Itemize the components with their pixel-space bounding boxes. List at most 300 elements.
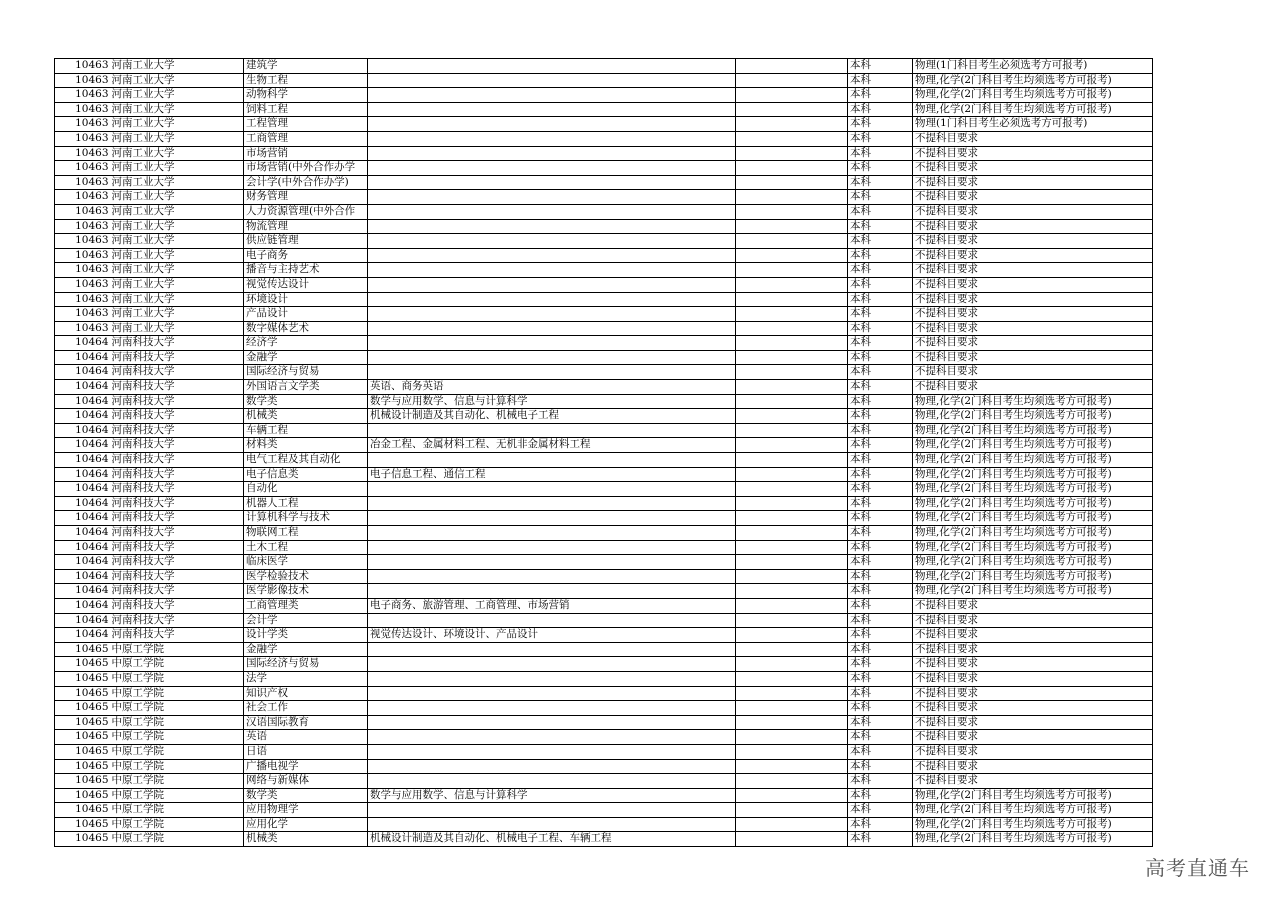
blank-cell [736, 584, 848, 599]
school-name-cell: 河南工业大学 [110, 161, 244, 176]
school-name-cell: 河南科技大学 [110, 584, 244, 599]
school-name-cell: 河南科技大学 [110, 336, 244, 351]
table-row [55, 277, 1153, 292]
major-cell: 国际经济与贸易 [244, 365, 368, 380]
school-name-cell: 河南科技大学 [110, 526, 244, 541]
level-cell: 本科 [848, 686, 913, 701]
blank-cell [736, 657, 848, 672]
school-code-cell: 10463 [55, 277, 110, 292]
major-cell: 车辆工程 [244, 423, 368, 438]
included-majors-cell [368, 59, 736, 74]
blank-cell [736, 526, 848, 541]
table-row [55, 350, 1153, 365]
subject-requirement-cell: 物理,化学(2门科目考生均须选考方可报考) [913, 88, 1153, 103]
school-code-cell: 10464 [55, 394, 110, 409]
level-cell: 本科 [848, 569, 913, 584]
blank-cell [736, 131, 848, 146]
school-code-cell: 10463 [55, 307, 110, 322]
blank-cell [736, 759, 848, 774]
major-cell: 外国语言文学类 [244, 380, 368, 395]
school-code-cell: 10465 [55, 715, 110, 730]
school-code-cell: 10465 [55, 803, 110, 818]
level-cell: 本科 [848, 803, 913, 818]
major-cell: 计算机科学与技术 [244, 511, 368, 526]
major-cell: 财务管理 [244, 190, 368, 205]
table-row [55, 671, 1153, 686]
major-cell: 电气工程及其自动化 [244, 453, 368, 468]
level-cell: 本科 [848, 263, 913, 278]
school-code-cell: 10465 [55, 759, 110, 774]
school-code-cell: 10464 [55, 423, 110, 438]
subject-requirement-cell: 不提科目要求 [913, 744, 1153, 759]
school-name-cell: 河南工业大学 [110, 146, 244, 161]
blank-cell [736, 175, 848, 190]
school-name-cell: 中原工学院 [110, 817, 244, 832]
major-cell: 机器人工程 [244, 496, 368, 511]
table-row [55, 788, 1153, 803]
subject-requirement-cell: 物理,化学(2门科目考生均须选考方可报考) [913, 788, 1153, 803]
school-name-cell: 河南科技大学 [110, 380, 244, 395]
school-name-cell: 河南工业大学 [110, 59, 244, 74]
level-cell: 本科 [848, 59, 913, 74]
blank-cell [736, 628, 848, 643]
table-row [55, 161, 1153, 176]
school-name-cell: 中原工学院 [110, 803, 244, 818]
level-cell: 本科 [848, 759, 913, 774]
major-cell: 数学类 [244, 788, 368, 803]
subject-requirement-cell: 不提科目要求 [913, 336, 1153, 351]
included-majors-cell [368, 657, 736, 672]
table-row [55, 730, 1153, 745]
subject-requirement-cell: 物理,化学(2门科目考生均须选考方可报考) [913, 584, 1153, 599]
blank-cell [736, 88, 848, 103]
subject-requirement-cell: 不提科目要求 [913, 380, 1153, 395]
level-cell: 本科 [848, 788, 913, 803]
subject-requirement-cell: 不提科目要求 [913, 131, 1153, 146]
major-cell: 动物科学 [244, 88, 368, 103]
level-cell: 本科 [848, 438, 913, 453]
school-name-cell: 中原工学院 [110, 774, 244, 789]
included-majors-cell [368, 321, 736, 336]
table-row [55, 467, 1153, 482]
included-majors-cell [368, 453, 736, 468]
major-cell: 数学类 [244, 394, 368, 409]
blank-cell [736, 803, 848, 818]
blank-cell [736, 482, 848, 497]
school-code-cell: 10464 [55, 350, 110, 365]
admission-requirements-table [54, 58, 1153, 847]
school-code-cell: 10465 [55, 744, 110, 759]
included-majors-cell: 冶金工程、金属材料工程、无机非金属材料工程 [368, 438, 736, 453]
school-name-cell: 河南科技大学 [110, 613, 244, 628]
major-cell: 经济学 [244, 336, 368, 351]
school-code-cell: 10464 [55, 584, 110, 599]
subject-requirement-cell: 不提科目要求 [913, 365, 1153, 380]
school-code-cell: 10464 [55, 409, 110, 424]
school-name-cell: 河南工业大学 [110, 219, 244, 234]
included-majors-cell [368, 365, 736, 380]
school-name-cell: 河南工业大学 [110, 117, 244, 132]
school-name-cell: 河南科技大学 [110, 598, 244, 613]
level-cell: 本科 [848, 204, 913, 219]
major-cell: 设计学类 [244, 628, 368, 643]
school-name-cell: 河南科技大学 [110, 438, 244, 453]
school-name-cell: 中原工学院 [110, 657, 244, 672]
included-majors-cell: 电子商务、旅游管理、工商管理、市场营销 [368, 598, 736, 613]
blank-cell [736, 496, 848, 511]
major-cell: 会计学(中外合作办学) [244, 175, 368, 190]
school-name-cell: 中原工学院 [110, 642, 244, 657]
blank-cell [736, 540, 848, 555]
school-code-cell: 10465 [55, 774, 110, 789]
table-row [55, 307, 1153, 322]
level-cell: 本科 [848, 540, 913, 555]
major-cell: 应用物理学 [244, 803, 368, 818]
school-code-cell: 10465 [55, 671, 110, 686]
school-code-cell: 10464 [55, 336, 110, 351]
subject-requirement-cell: 物理,化学(2门科目考生均须选考方可报考) [913, 832, 1153, 847]
school-name-cell: 河南工业大学 [110, 131, 244, 146]
included-majors-cell [368, 263, 736, 278]
subject-requirement-cell: 不提科目要求 [913, 248, 1153, 263]
blank-cell [736, 263, 848, 278]
school-name-cell: 河南科技大学 [110, 511, 244, 526]
table-row [55, 657, 1153, 672]
school-code-cell: 10463 [55, 131, 110, 146]
included-majors-cell [368, 73, 736, 88]
included-majors-cell [368, 102, 736, 117]
blank-cell [736, 234, 848, 249]
school-code-cell: 10464 [55, 628, 110, 643]
level-cell: 本科 [848, 336, 913, 351]
school-name-cell: 河南工业大学 [110, 277, 244, 292]
table-row [55, 584, 1153, 599]
school-code-cell: 10463 [55, 146, 110, 161]
level-cell: 本科 [848, 277, 913, 292]
table-row [55, 190, 1153, 205]
school-name-cell: 河南工业大学 [110, 307, 244, 322]
subject-requirement-cell: 不提科目要求 [913, 292, 1153, 307]
subject-requirement-cell: 不提科目要求 [913, 175, 1153, 190]
table-row [55, 613, 1153, 628]
major-cell: 环境设计 [244, 292, 368, 307]
level-cell: 本科 [848, 628, 913, 643]
subject-requirement-cell: 物理,化学(2门科目考生均须选考方可报考) [913, 453, 1153, 468]
school-code-cell: 10463 [55, 248, 110, 263]
table-row [55, 175, 1153, 190]
table-row [55, 511, 1153, 526]
level-cell: 本科 [848, 131, 913, 146]
level-cell: 本科 [848, 730, 913, 745]
major-cell: 广播电视学 [244, 759, 368, 774]
school-code-cell: 10465 [55, 657, 110, 672]
school-name-cell: 河南科技大学 [110, 394, 244, 409]
included-majors-cell [368, 292, 736, 307]
major-cell: 饲料工程 [244, 102, 368, 117]
included-majors-cell [368, 613, 736, 628]
subject-requirement-cell: 不提科目要求 [913, 642, 1153, 657]
blank-cell [736, 671, 848, 686]
table-row [55, 701, 1153, 716]
level-cell: 本科 [848, 715, 913, 730]
included-majors-cell [368, 511, 736, 526]
blank-cell [736, 190, 848, 205]
included-majors-cell [368, 642, 736, 657]
subject-requirement-cell: 物理,化学(2门科目考生均须选考方可报考) [913, 526, 1153, 541]
table-row [55, 526, 1153, 541]
school-name-cell: 河南工业大学 [110, 263, 244, 278]
school-code-cell: 10463 [55, 102, 110, 117]
blank-cell [736, 788, 848, 803]
subject-requirement-cell: 不提科目要求 [913, 146, 1153, 161]
table-row [55, 555, 1153, 570]
table-row [55, 88, 1153, 103]
subject-requirement-cell: 不提科目要求 [913, 671, 1153, 686]
school-name-cell: 河南工业大学 [110, 292, 244, 307]
level-cell: 本科 [848, 657, 913, 672]
included-majors-cell [368, 569, 736, 584]
blank-cell [736, 380, 848, 395]
school-name-cell: 河南工业大学 [110, 190, 244, 205]
level-cell: 本科 [848, 146, 913, 161]
level-cell: 本科 [848, 423, 913, 438]
subject-requirement-cell: 物理,化学(2门科目考生均须选考方可报考) [913, 467, 1153, 482]
included-majors-cell [368, 350, 736, 365]
blank-cell [736, 248, 848, 263]
blank-cell [736, 569, 848, 584]
table-row [55, 409, 1153, 424]
blank-cell [736, 307, 848, 322]
level-cell: 本科 [848, 175, 913, 190]
level-cell: 本科 [848, 234, 913, 249]
blank-cell [736, 453, 848, 468]
level-cell: 本科 [848, 380, 913, 395]
major-cell: 应用化学 [244, 817, 368, 832]
school-code-cell: 10464 [55, 496, 110, 511]
school-name-cell: 河南工业大学 [110, 175, 244, 190]
subject-requirement-cell: 不提科目要求 [913, 219, 1153, 234]
table-row [55, 628, 1153, 643]
subject-requirement-cell: 不提科目要求 [913, 613, 1153, 628]
table-row [55, 234, 1153, 249]
blank-cell [736, 102, 848, 117]
school-name-cell: 中原工学院 [110, 671, 244, 686]
subject-requirement-cell: 不提科目要求 [913, 307, 1153, 322]
table-row [55, 774, 1153, 789]
blank-cell [736, 642, 848, 657]
subject-requirement-cell: 物理,化学(2门科目考生均须选考方可报考) [913, 409, 1153, 424]
subject-requirement-cell: 物理(1门科目考生必须选考方可报考) [913, 117, 1153, 132]
included-majors-cell: 视觉传达设计、环境设计、产品设计 [368, 628, 736, 643]
included-majors-cell [368, 774, 736, 789]
level-cell: 本科 [848, 584, 913, 599]
school-code-cell: 10465 [55, 730, 110, 745]
subject-requirement-cell: 不提科目要求 [913, 774, 1153, 789]
included-majors-cell [368, 730, 736, 745]
school-name-cell: 河南工业大学 [110, 248, 244, 263]
school-code-cell: 10463 [55, 263, 110, 278]
table-row [55, 131, 1153, 146]
major-cell: 建筑学 [244, 59, 368, 74]
blank-cell [736, 715, 848, 730]
school-code-cell: 10464 [55, 555, 110, 570]
table-row [55, 453, 1153, 468]
major-cell: 数字媒体艺术 [244, 321, 368, 336]
school-name-cell: 河南科技大学 [110, 467, 244, 482]
table-row [55, 715, 1153, 730]
level-cell: 本科 [848, 642, 913, 657]
school-code-cell: 10463 [55, 88, 110, 103]
table-row [55, 832, 1153, 847]
blank-cell [736, 59, 848, 74]
blank-cell [736, 817, 848, 832]
major-cell: 物联网工程 [244, 526, 368, 541]
included-majors-cell [368, 526, 736, 541]
school-name-cell: 河南工业大学 [110, 102, 244, 117]
school-name-cell: 河南工业大学 [110, 73, 244, 88]
major-cell: 电子商务 [244, 248, 368, 263]
included-majors-cell [368, 701, 736, 716]
major-cell: 社会工作 [244, 701, 368, 716]
school-name-cell: 河南工业大学 [110, 88, 244, 103]
major-cell: 英语 [244, 730, 368, 745]
level-cell: 本科 [848, 117, 913, 132]
level-cell: 本科 [848, 307, 913, 322]
school-name-cell: 中原工学院 [110, 686, 244, 701]
blank-cell [736, 277, 848, 292]
school-code-cell: 10464 [55, 453, 110, 468]
blank-cell [736, 730, 848, 745]
subject-requirement-cell: 物理,化学(2门科目考生均须选考方可报考) [913, 569, 1153, 584]
table-row [55, 117, 1153, 132]
school-code-cell: 10464 [55, 380, 110, 395]
included-majors-cell: 数学与应用数学、信息与计算科学 [368, 788, 736, 803]
included-majors-cell [368, 671, 736, 686]
included-majors-cell [368, 336, 736, 351]
school-name-cell: 河南科技大学 [110, 409, 244, 424]
blank-cell [736, 686, 848, 701]
included-majors-cell [368, 555, 736, 570]
blank-cell [736, 598, 848, 613]
table-row [55, 380, 1153, 395]
subject-requirement-cell: 不提科目要求 [913, 628, 1153, 643]
major-cell: 国际经济与贸易 [244, 657, 368, 672]
school-name-cell: 河南科技大学 [110, 453, 244, 468]
blank-cell [736, 467, 848, 482]
school-name-cell: 河南科技大学 [110, 540, 244, 555]
school-code-cell: 10463 [55, 321, 110, 336]
subject-requirement-cell: 物理,化学(2门科目考生均须选考方可报考) [913, 438, 1153, 453]
school-code-cell: 10464 [55, 526, 110, 541]
level-cell: 本科 [848, 496, 913, 511]
level-cell: 本科 [848, 832, 913, 847]
table-row [55, 569, 1153, 584]
table-row [55, 336, 1153, 351]
school-code-cell: 10465 [55, 832, 110, 847]
level-cell: 本科 [848, 774, 913, 789]
school-code-cell: 10464 [55, 540, 110, 555]
school-name-cell: 河南工业大学 [110, 321, 244, 336]
school-name-cell: 中原工学院 [110, 744, 244, 759]
school-code-cell: 10465 [55, 788, 110, 803]
major-cell: 法学 [244, 671, 368, 686]
level-cell: 本科 [848, 671, 913, 686]
included-majors-cell [368, 161, 736, 176]
subject-requirement-cell: 物理,化学(2门科目考生均须选考方可报考) [913, 423, 1153, 438]
level-cell: 本科 [848, 292, 913, 307]
level-cell: 本科 [848, 248, 913, 263]
table-row [55, 423, 1153, 438]
major-cell: 生物工程 [244, 73, 368, 88]
school-code-cell: 10464 [55, 613, 110, 628]
school-name-cell: 河南科技大学 [110, 350, 244, 365]
table-row [55, 102, 1153, 117]
table-row [55, 59, 1153, 74]
major-cell: 机械类 [244, 832, 368, 847]
major-cell: 电子信息类 [244, 467, 368, 482]
school-code-cell: 10463 [55, 175, 110, 190]
table-row [55, 598, 1153, 613]
included-majors-cell: 数学与应用数学、信息与计算科学 [368, 394, 736, 409]
subject-requirement-cell: 不提科目要求 [913, 234, 1153, 249]
blank-cell [736, 438, 848, 453]
subject-requirement-cell: 不提科目要求 [913, 686, 1153, 701]
table-row [55, 744, 1153, 759]
included-majors-cell [368, 88, 736, 103]
major-cell: 人力资源管理(中外合作 [244, 204, 368, 219]
major-cell: 网络与新媒体 [244, 774, 368, 789]
blank-cell [736, 701, 848, 716]
level-cell: 本科 [848, 744, 913, 759]
school-name-cell: 中原工学院 [110, 701, 244, 716]
included-majors-cell [368, 175, 736, 190]
included-majors-cell [368, 234, 736, 249]
included-majors-cell [368, 248, 736, 263]
subject-requirement-cell: 不提科目要求 [913, 321, 1153, 336]
subject-requirement-cell: 不提科目要求 [913, 190, 1153, 205]
level-cell: 本科 [848, 102, 913, 117]
included-majors-cell [368, 131, 736, 146]
school-code-cell: 10463 [55, 292, 110, 307]
included-majors-cell [368, 744, 736, 759]
school-code-cell: 10463 [55, 59, 110, 74]
blank-cell [736, 204, 848, 219]
blank-cell [736, 365, 848, 380]
included-majors-cell: 机械设计制造及其自动化、机械电子工程、车辆工程 [368, 832, 736, 847]
subject-requirement-cell: 不提科目要求 [913, 759, 1153, 774]
subject-requirement-cell: 不提科目要求 [913, 701, 1153, 716]
school-code-cell: 10465 [55, 701, 110, 716]
blank-cell [736, 219, 848, 234]
level-cell: 本科 [848, 701, 913, 716]
school-name-cell: 河南科技大学 [110, 482, 244, 497]
table-row [55, 540, 1153, 555]
included-majors-cell [368, 219, 736, 234]
level-cell: 本科 [848, 467, 913, 482]
included-majors-cell [368, 277, 736, 292]
level-cell: 本科 [848, 365, 913, 380]
subject-requirement-cell: 物理,化学(2门科目考生均须选考方可报考) [913, 803, 1153, 818]
major-cell: 材料类 [244, 438, 368, 453]
major-cell: 日语 [244, 744, 368, 759]
table-row [55, 73, 1153, 88]
school-code-cell: 10465 [55, 642, 110, 657]
level-cell: 本科 [848, 219, 913, 234]
subject-requirement-cell: 不提科目要求 [913, 263, 1153, 278]
subject-requirement-cell: 不提科目要求 [913, 204, 1153, 219]
blank-cell [736, 744, 848, 759]
school-code-cell: 10464 [55, 467, 110, 482]
